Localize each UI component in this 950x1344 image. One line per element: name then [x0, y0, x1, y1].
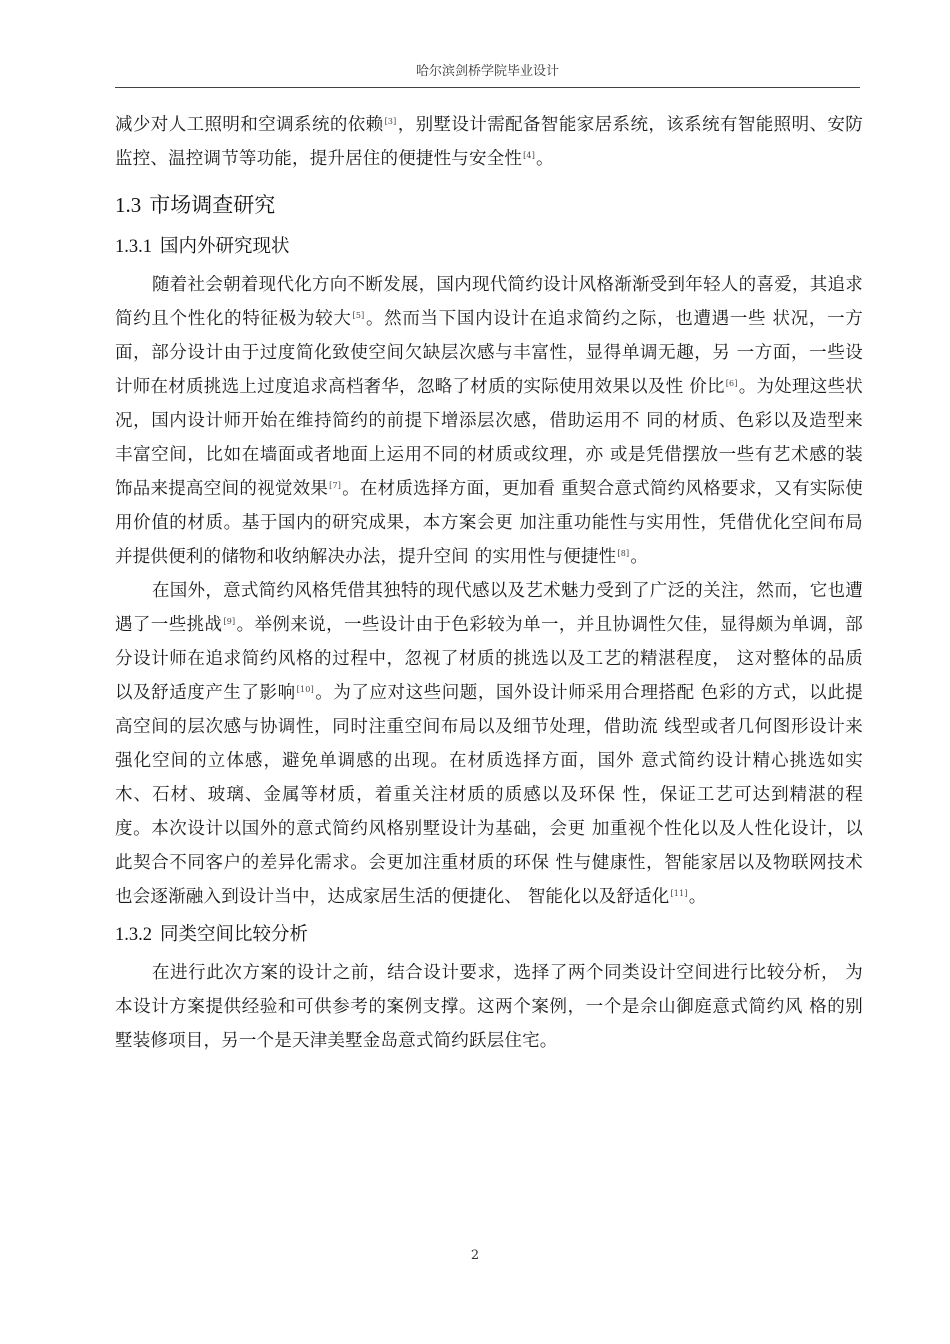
section-heading-1-3-1: 1.3.1 国内外研究现状 [115, 236, 290, 257]
paragraph-foreign-research: 在国外，意式简约风格凭借其独特的现代感以及艺术魅力受到了广泛的关注，然而，它也遭遇了一些挑战[9]。举例来说，一些设计由于色彩较为单一，并且协调性欠佳，显得颇为单调，部分设计师在追求简约风格的过程中，忽视了材质的挑选以及工艺的精湛程度， 这对整体的品质以及舒适度产生了影响[10]。为了应对这些问题，国外设计师采用合理搭配 色彩的方式，以此提高空间的层次感与协调性，同时注重空间布局以及细节处理，借助流 线型或者几何图形设计来强化空间的立体感，避免单调感的出现。在材质选择方面，国外 意式简约设计精心挑选如实木、石材、玻璃、金属等材质，着重关注材质的质感以及环保 性，保证工艺可达到精湛的程度。本次设计以国外的意式简约风格别墅设计为基础，会更 加重视个性化以及人性化设计，以此契合不同客户的差异化需求。会更加注重材质的环保 性与健康性，智能家居以及物联网技术也会逐渐融入到设计当中，达成家居生活的便捷化、 智能化以及舒适化[11]。 [115, 581, 864, 907]
section-heading-1-3: 1.3 市场调查研究 [115, 193, 276, 217]
citation: [6] [725, 379, 738, 388]
paragraph-comparison: 在进行此次方案的设计之前，结合设计要求，选择了两个同类设计空间进行比较分析， 为本设计方案提供经验和可供参考的案例支撑。这两个案例，一个是佘山御庭意式简约风 格的别墅装修项目，另一个是天津美墅金岛意式简约跃层住宅。 [115, 963, 863, 1051]
page-number: 2 [470, 1248, 480, 1263]
citation: [9] [223, 617, 236, 626]
paragraph-domestic-research: 随着社会朝着现代化方向不断发展，国内现代简约设计风格渐渐受到年轻人的喜爱，其追求简约且个性化的特征极为较大[5]。然而当下国内设计在追求简约之际，也遭遇一些 状况，一方面，部分设计由于过度简化致使空间欠缺层次感与丰富性，显得单调无趣，另 一方面，一些设计师在材质挑选上过度追求高档奢华，忽略了材质的实际使用效果以及性 价比[6]。为处理这些状况，国内设计师开始在维持简约的前提下增添层次感，借助运用不 同的材质、色彩以及造型来丰富空间，比如在墙面或者地面上运用不同的材质或纹理，亦 或是凭借摆放一些有艺术感的装饰品来提高空间的视觉效果[7]。在材质选择方面，更加看 重契合意式简约风格要求，又有实际使用价值的材质。基于国内的研究成果，本方案会更 加注重功能性与实用性，凭借优化空间布局并提供便利的储物和收纳解决办法，提升空间 的实用性与便捷性[8]。 [115, 275, 864, 567]
paragraph-continuation: 减少对人工照明和空调系统的依赖[3]，别墅设计需配备智能家居系统，该系统有智能照明、安防监控、温控调节等功能，提升居住的便捷性与安全性[4]。 [115, 115, 863, 169]
header-divider [115, 87, 860, 88]
citation: [7] [329, 481, 342, 490]
citation: [3] [384, 117, 397, 126]
page-header: 哈尔滨剑桥学院毕业设计 [415, 64, 559, 79]
citation: [8] [617, 549, 630, 558]
section-heading-1-3-2: 1.3.2 同类空间比较分析 [115, 924, 309, 945]
citation: [11] [670, 889, 688, 898]
document-body [115, 108, 863, 1058]
citation: [5] [352, 311, 365, 320]
citation: [10] [296, 685, 314, 694]
citation: [4] [523, 151, 536, 160]
